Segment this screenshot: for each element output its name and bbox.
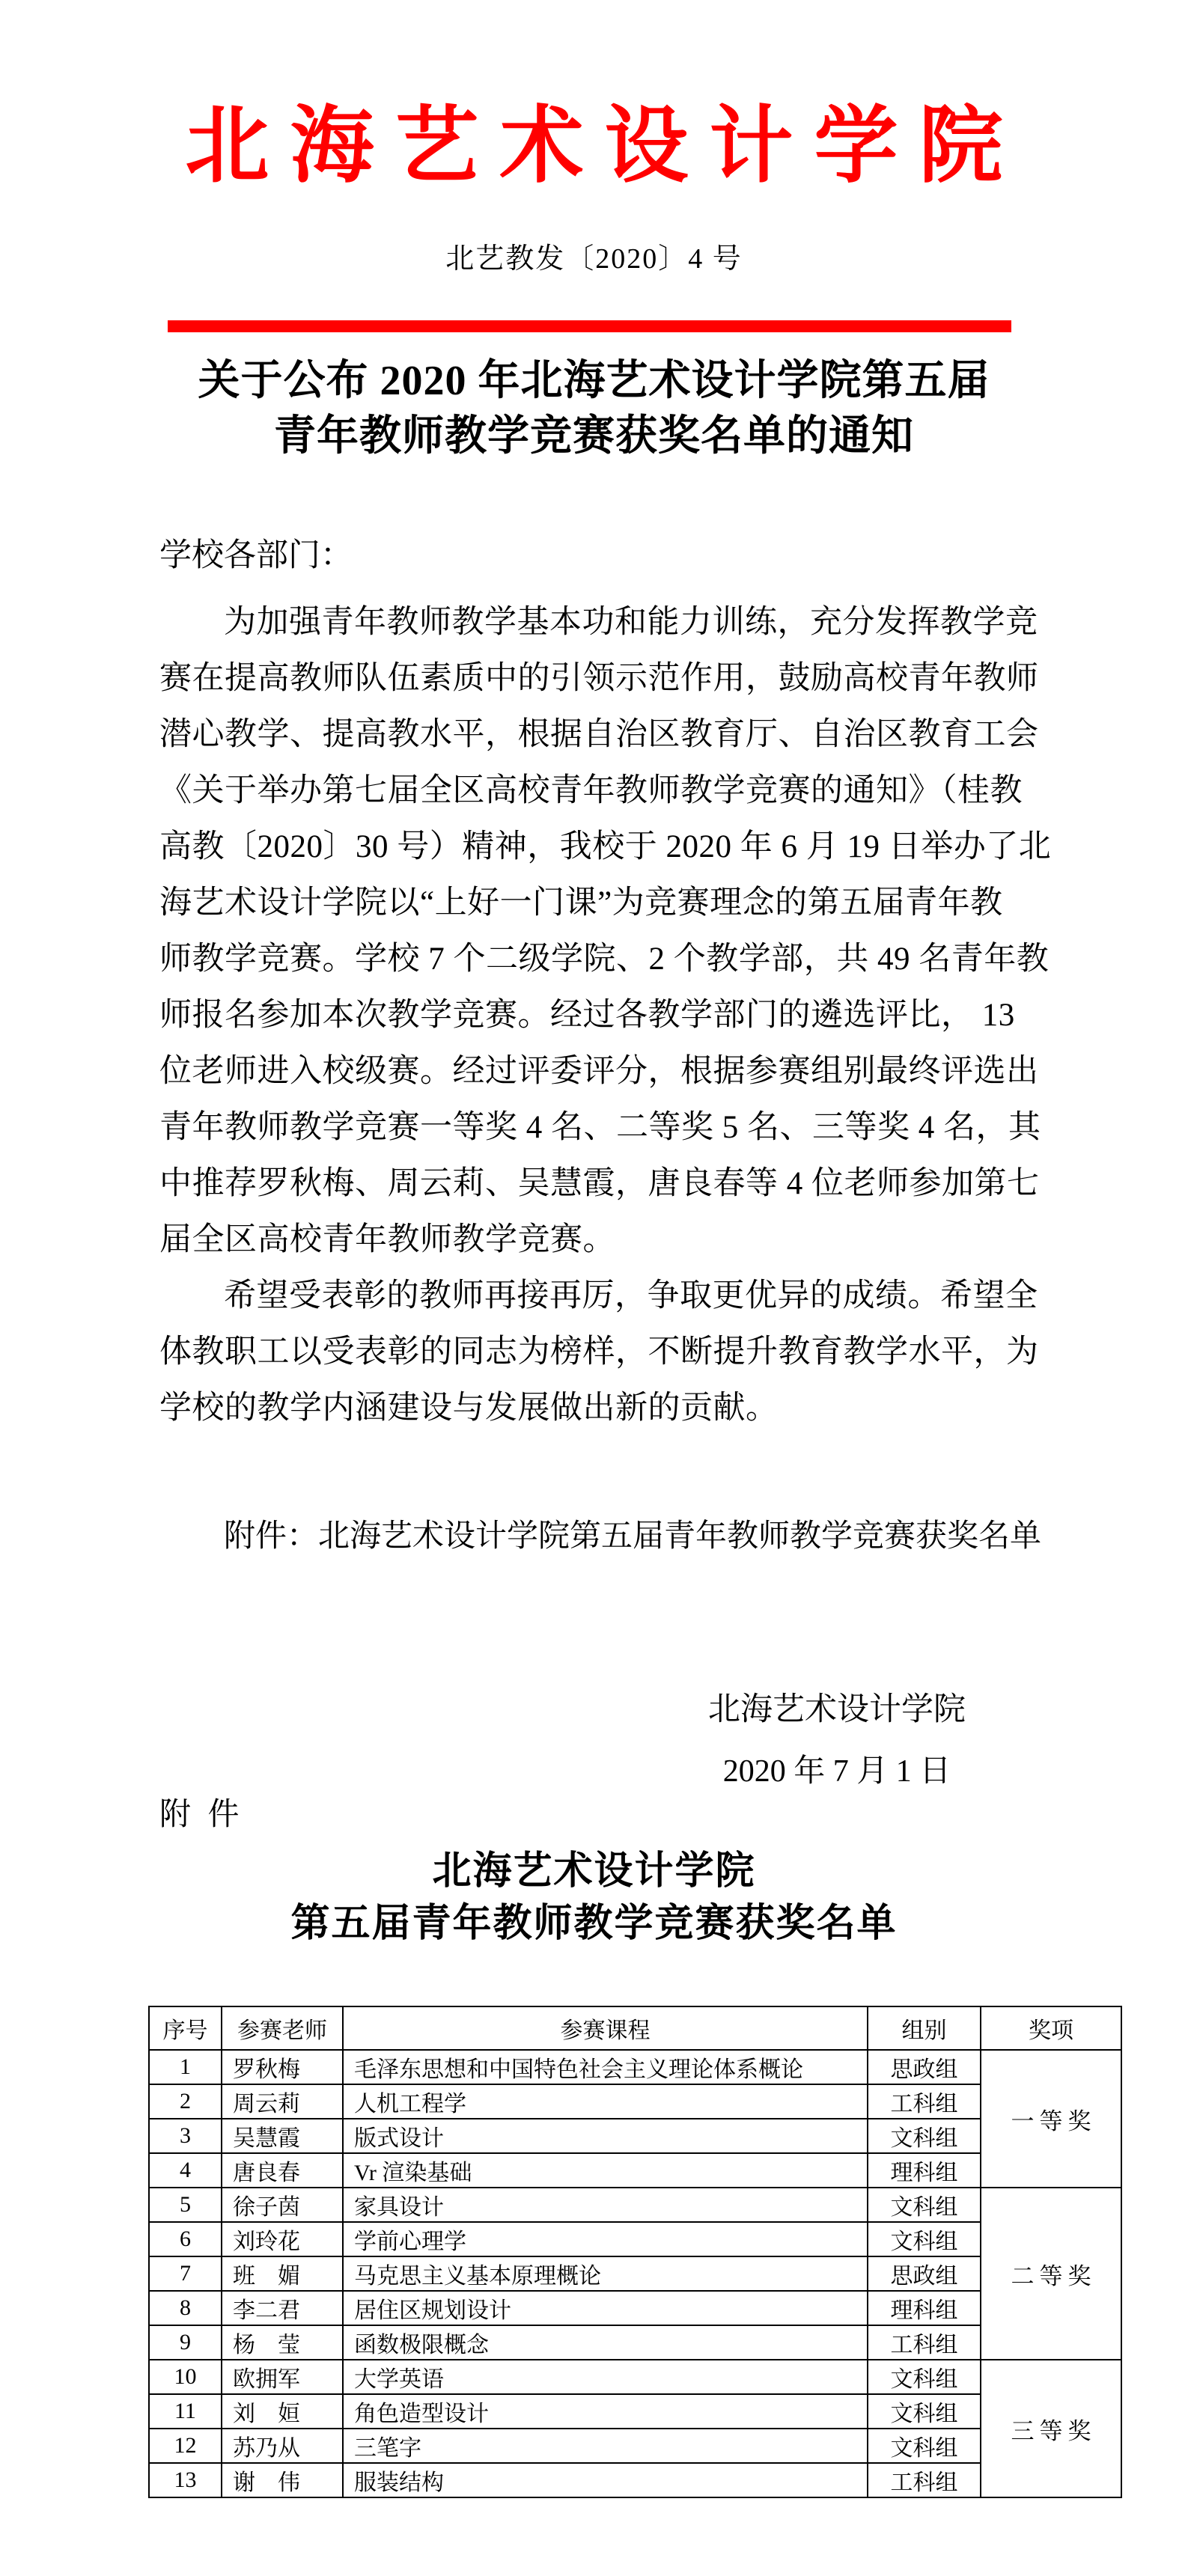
- body-line: 高教〔2020〕30 号）精神，我校于 2020 年 6 月 19 日举办了北: [159, 829, 1052, 864]
- table-row: [149, 2394, 1121, 2429]
- table-row: [149, 2188, 1121, 2222]
- cell-no: 2: [149, 2084, 222, 2119]
- table-row: [149, 2360, 1121, 2394]
- cell-teacher: 吴慧霞: [222, 2119, 343, 2153]
- table-row: [149, 2291, 1121, 2325]
- cell-no: 7: [149, 2256, 222, 2291]
- cell-no: 5: [149, 2188, 222, 2222]
- cell-no: 3: [149, 2119, 222, 2153]
- cell-teacher: 刘玲花: [222, 2222, 343, 2256]
- cell-group: 理科组: [868, 2153, 981, 2188]
- header-cell-teacher: 参赛老师: [222, 2006, 343, 2050]
- awards-table: [148, 2006, 1122, 2498]
- attachment-title: [0, 1846, 1188, 1950]
- cell-teacher: 班 媚: [222, 2256, 343, 2291]
- body-line: 师报名参加本次教学竞赛。经过各教学部门的遴选评比， 13: [159, 998, 1015, 1033]
- header-cell-no: 序号: [149, 2006, 222, 2050]
- cell-course: Vr 渲染基础: [343, 2153, 868, 2188]
- signature-block: [708, 1691, 966, 1790]
- cell-teacher: 欧拥军: [222, 2360, 343, 2394]
- cell-group: 文科组: [868, 2188, 981, 2222]
- cell-course: 学前心理学: [343, 2222, 868, 2256]
- doc-number: 北艺教发〔2020〕4 号: [445, 243, 743, 275]
- body-line: 学校的教学内涵建设与发展做出新的贡献。: [159, 1391, 779, 1426]
- cell-course: 家具设计: [343, 2188, 868, 2222]
- cell-course: 人机工程学: [343, 2084, 868, 2119]
- cell-no: 12: [149, 2429, 222, 2463]
- cell-course: 服装结构: [343, 2463, 868, 2497]
- cell-group: 文科组: [868, 2119, 981, 2153]
- cell-group: 文科组: [868, 2394, 981, 2429]
- signature-name: 北海艺术设计学院: [708, 1692, 966, 1727]
- notice-body: [159, 594, 1052, 1436]
- cell-group: 工科组: [868, 2463, 981, 2497]
- cell-no: 8: [149, 2291, 222, 2325]
- cell-award-third-prize: 三等奖: [981, 2360, 1121, 2497]
- cell-course: 大学英语: [343, 2360, 868, 2394]
- cell-no: 11: [149, 2394, 222, 2429]
- body-line: 师教学竞赛。学校 7 个二级学院、2 个教学部，共 49 名青年教: [159, 941, 1050, 977]
- salutation: 学校各部门：: [159, 538, 353, 573]
- table-row: [149, 2325, 1121, 2360]
- cell-course: 角色造型设计: [343, 2394, 868, 2429]
- body-line: 为加强青年教师教学基本功和能力训练，充分发挥教学竞: [224, 605, 1038, 640]
- table-row: [149, 2119, 1121, 2153]
- cell-no: 1: [149, 2050, 222, 2084]
- table-row: [149, 2463, 1121, 2497]
- body-line: 潜心教学、提高教水平，根据自治区教育厅、自治区教育工会: [159, 717, 1039, 752]
- body-line: 位老师进入校级赛。经过评委评分，根据参赛组别最终评选出: [159, 1054, 1039, 1089]
- header-cell-group: 组别: [868, 2006, 981, 2050]
- table-row: [149, 2222, 1121, 2256]
- red-separator-line: [168, 320, 1011, 332]
- table-row: [149, 2256, 1121, 2291]
- header-cell-course: 参赛课程: [343, 2006, 868, 2050]
- notice-title: [0, 353, 1188, 464]
- attachment-label: 附 件: [159, 1798, 244, 1832]
- cell-award-first-prize: 一等奖: [981, 2050, 1121, 2188]
- cell-group: 工科组: [868, 2084, 981, 2119]
- cell-group: 思政组: [868, 2256, 981, 2291]
- cell-teacher: 周云莉: [222, 2084, 343, 2119]
- body-line: 《关于举办第七届全区高校青年教师教学竞赛的通知》（桂教: [159, 773, 1023, 808]
- cell-group: 文科组: [868, 2360, 981, 2394]
- body-line: 体教职工以受表彰的同志为榜样，不断提升教育教学水平，为: [159, 1334, 1039, 1370]
- notice-title-line2: 青年教师教学竞赛获奖名单的通知: [274, 413, 914, 460]
- cell-course: 毛泽东思想和中国特色社会主义理论体系概论: [343, 2050, 868, 2084]
- cell-teacher: 唐良春: [222, 2153, 343, 2188]
- cell-group: 工科组: [868, 2325, 981, 2360]
- cell-teacher: 李二君: [222, 2291, 343, 2325]
- body-line: 届全区高校青年教师教学竞赛。: [159, 1222, 615, 1257]
- cell-group: 思政组: [868, 2050, 981, 2084]
- cell-group: 文科组: [868, 2222, 981, 2256]
- body-line: 希望受表彰的教师再接再厉，争取更优异的成绩。希望全: [224, 1278, 1038, 1313]
- signature-date: 2020 年 7 月 1 日: [722, 1754, 951, 1789]
- cell-teacher: 谢 伟: [222, 2463, 343, 2497]
- table-row: [149, 2084, 1121, 2119]
- table-header-row: [149, 2006, 1121, 2050]
- cell-group: 文科组: [868, 2429, 981, 2463]
- attachment-title-line2: 第五届青年教师教学竞赛获奖名单: [290, 1902, 898, 1945]
- cell-award-second-prize: 二等奖: [981, 2188, 1121, 2360]
- cell-no: 10: [149, 2360, 222, 2394]
- attachment-title-line1: 北海艺术设计学院: [432, 1850, 756, 1893]
- cell-group: 理科组: [868, 2291, 981, 2325]
- letterhead-school-name: 北海艺术设计学院: [185, 100, 1024, 193]
- table-row: [149, 2429, 1121, 2463]
- cell-course: 居住区规划设计: [343, 2291, 868, 2325]
- cell-course: 版式设计: [343, 2119, 868, 2153]
- table-row: [149, 2153, 1121, 2188]
- cell-teacher: 刘 姮: [222, 2394, 343, 2429]
- cell-teacher: 杨 莹: [222, 2325, 343, 2360]
- attachment-note: 附件：北海艺术设计学院第五届青年教师教学竞赛获奖名单: [224, 1519, 1042, 1554]
- cell-teacher: 徐子茵: [222, 2188, 343, 2222]
- table-row: [149, 2050, 1121, 2084]
- cell-course: 三笔字: [343, 2429, 868, 2463]
- notice-title-line1: 关于公布 2020 年北海艺术设计学院第五届: [198, 358, 990, 404]
- cell-course: 函数极限概念: [343, 2325, 868, 2360]
- cell-course: 马克思主义基本原理概论: [343, 2256, 868, 2291]
- cell-no: 9: [149, 2325, 222, 2360]
- cell-no: 6: [149, 2222, 222, 2256]
- body-line: 中推荐罗秋梅、周云莉、吴慧霞，唐良春等 4 位老师参加第七: [159, 1166, 1040, 1201]
- cell-teacher: 罗秋梅: [222, 2050, 343, 2084]
- body-line: 青年教师教学竞赛一等奖 4 名、二等奖 5 名、三等奖 4 名，其: [159, 1110, 1041, 1145]
- body-line: 赛在提高教师队伍素质中的引领示范作用，鼓励高校青年教师: [159, 661, 1039, 696]
- cell-teacher: 苏乃从: [222, 2429, 343, 2463]
- body-line: 海艺术设计学院以“上好一门课”为竞赛理念的第五届青年教: [159, 885, 1003, 921]
- header-cell-award: 奖项: [981, 2006, 1121, 2050]
- cell-no: 4: [149, 2153, 222, 2188]
- cell-no: 13: [149, 2463, 222, 2497]
